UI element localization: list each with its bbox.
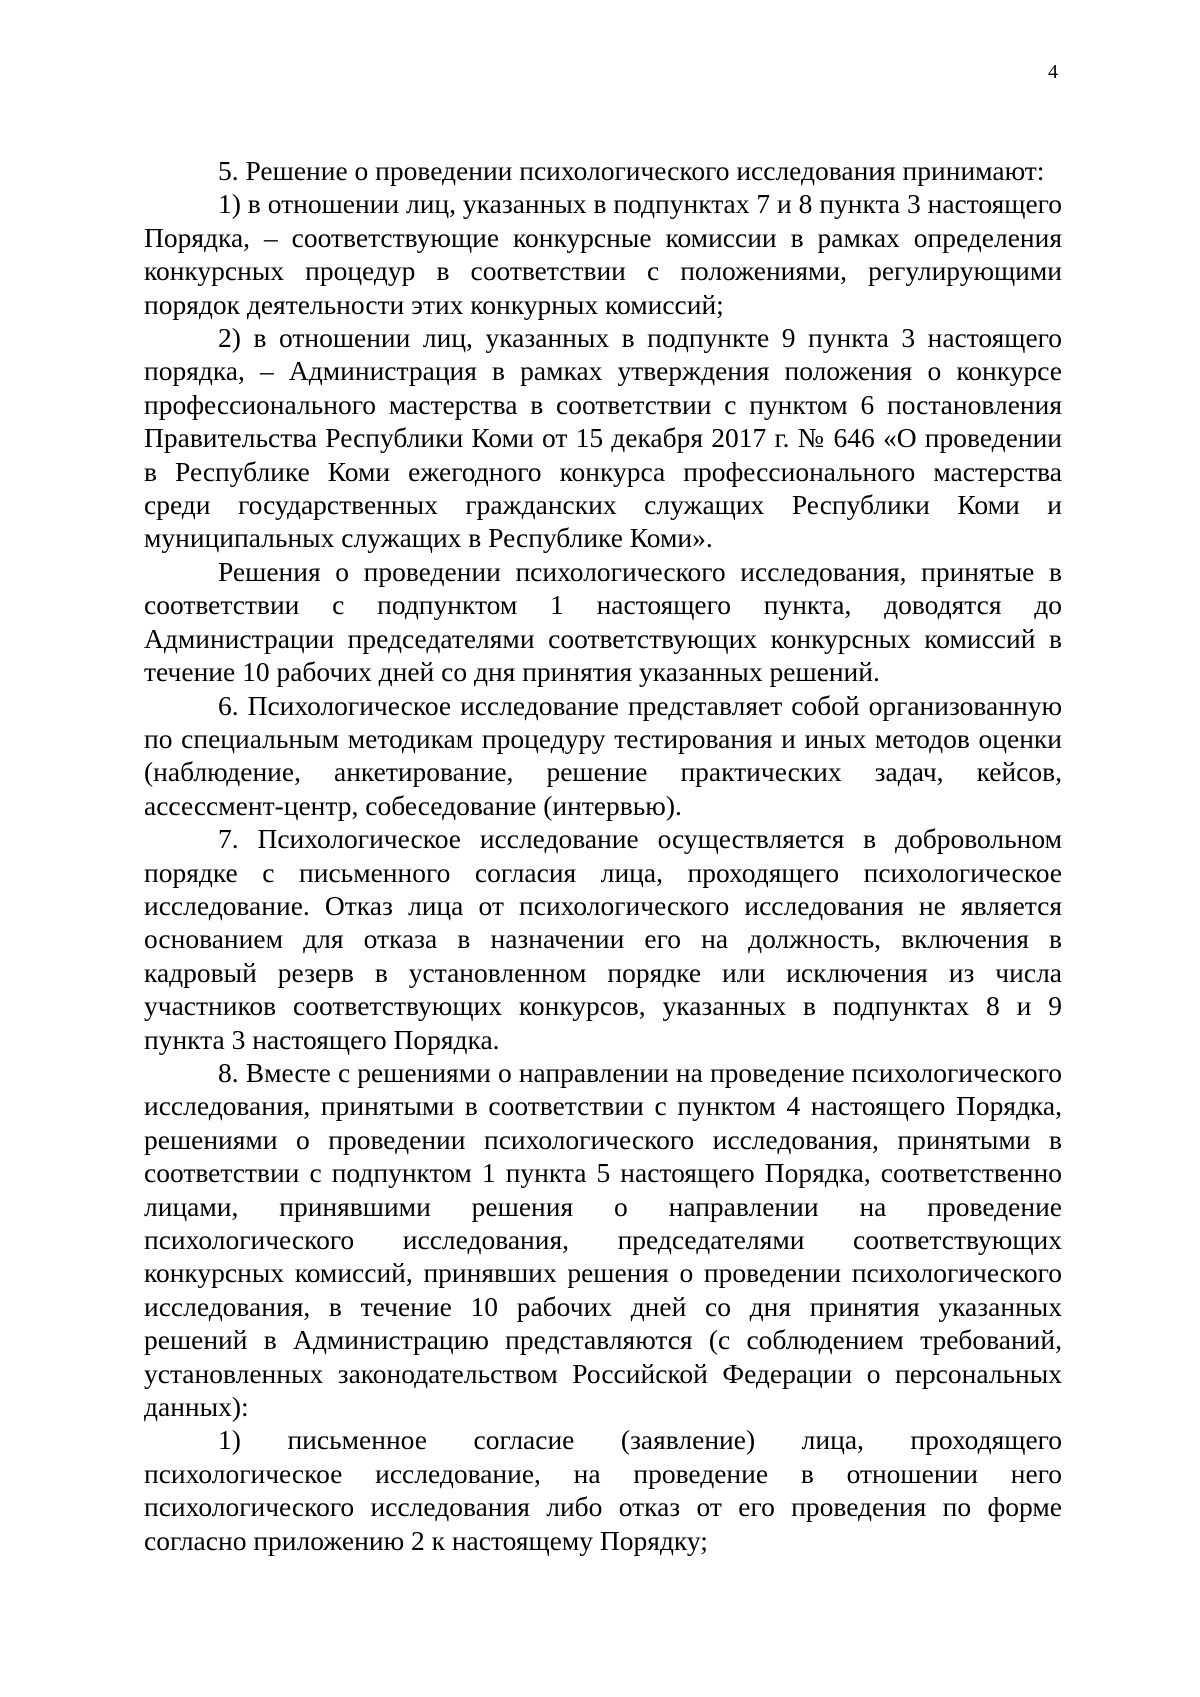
paragraph-6: 6. Психологическое исследование представляет собой организованную по специальным методикам процедуру тестирования и иных методов оценки (наблюдение, анкетирование, решение практических задач, кейсов, ассессмент-центр, собеседование (интервью). [144, 689, 1062, 821]
document-body [144, 154, 1062, 1557]
paragraph-5: 5. Решение о проведении психологического исследования принимают: [218, 155, 1045, 186]
paragraph-5-item-2: 2) в отношении лиц, указанных в подпункте 9 пункта 3 настоящего порядка, – Администрация в рамках утверждения положения о конкурсе профессионального мастерства в соответствии с пунктом 6 постановления Правительства Республики Коми от 15 декабря 2017 г. № 646 «О проведении в Республике Коми ежегодного конкурса профессионального мастерства среди государственных гражданских служащих Республики Коми и муниципальных служащих в Республике Коми». [144, 322, 1062, 554]
paragraph-8: 8. Вместе с решениями о направлении на проведение психологического исследования, принятыми в соответствии с пунктом 4 настоящего Порядка, решениями о проведении психологического исследования, принятыми в соответствии с подпунктом 1 пункта 5 настоящего Порядка, соответственно лицами, принявшими решения о направлении на проведение психологического исследования, председателями соответствующих конкурсных комиссий, принявших решения о проведении психологического исследования, в течение 10 рабочих дней со дня принятия указанных решений в Администрацию представляются (с соблюдением требований, установленных законодательством Российской Федерации о персональных данных): [144, 1056, 1062, 1423]
paragraph-5-item-1: 1) в отношении лиц, указанных в подпунктах 7 и 8 пункта 3 настоящего Порядка, – соответствующие конкурсные комиссии в рамках определения конкурсных процедур в соответствии с положениями, регулирующими порядок деятельности этих конкурных комиссий; [144, 188, 1062, 320]
paragraph-5-decisions: Решения о проведении психологического исследования, принятые в соответствии с подпунктом 1 настоящего пункта, доводятся до Администрации председателями соответствующих конкурсных комиссий в течение 10 рабочих дней со дня принятия указанных решений. [144, 555, 1062, 688]
paragraph-7: 7. Психологическое исследование осуществляется в добровольном порядке с письменного согласия лица, проходящего психологическое исследование. Отказ лица от психологического исследования не является основанием для отказа в назначении его на должность, включения в кадровый резерв в установленном порядке или исключения из числа участников соответствующих конкурсов, указанных в подпунктах 8 и 9 пункта 3 настоящего Порядка. [144, 823, 1062, 1055]
paragraph-8-item-1: 1) письменное согласие (заявление) лица, проходящего психологическое исследование, на проведение в отношении него психологического исследования либо отказ от его проведения по форме согласно приложению 2 к настоящему Порядку; [144, 1424, 1062, 1556]
page-number: 4 [1048, 61, 1058, 83]
